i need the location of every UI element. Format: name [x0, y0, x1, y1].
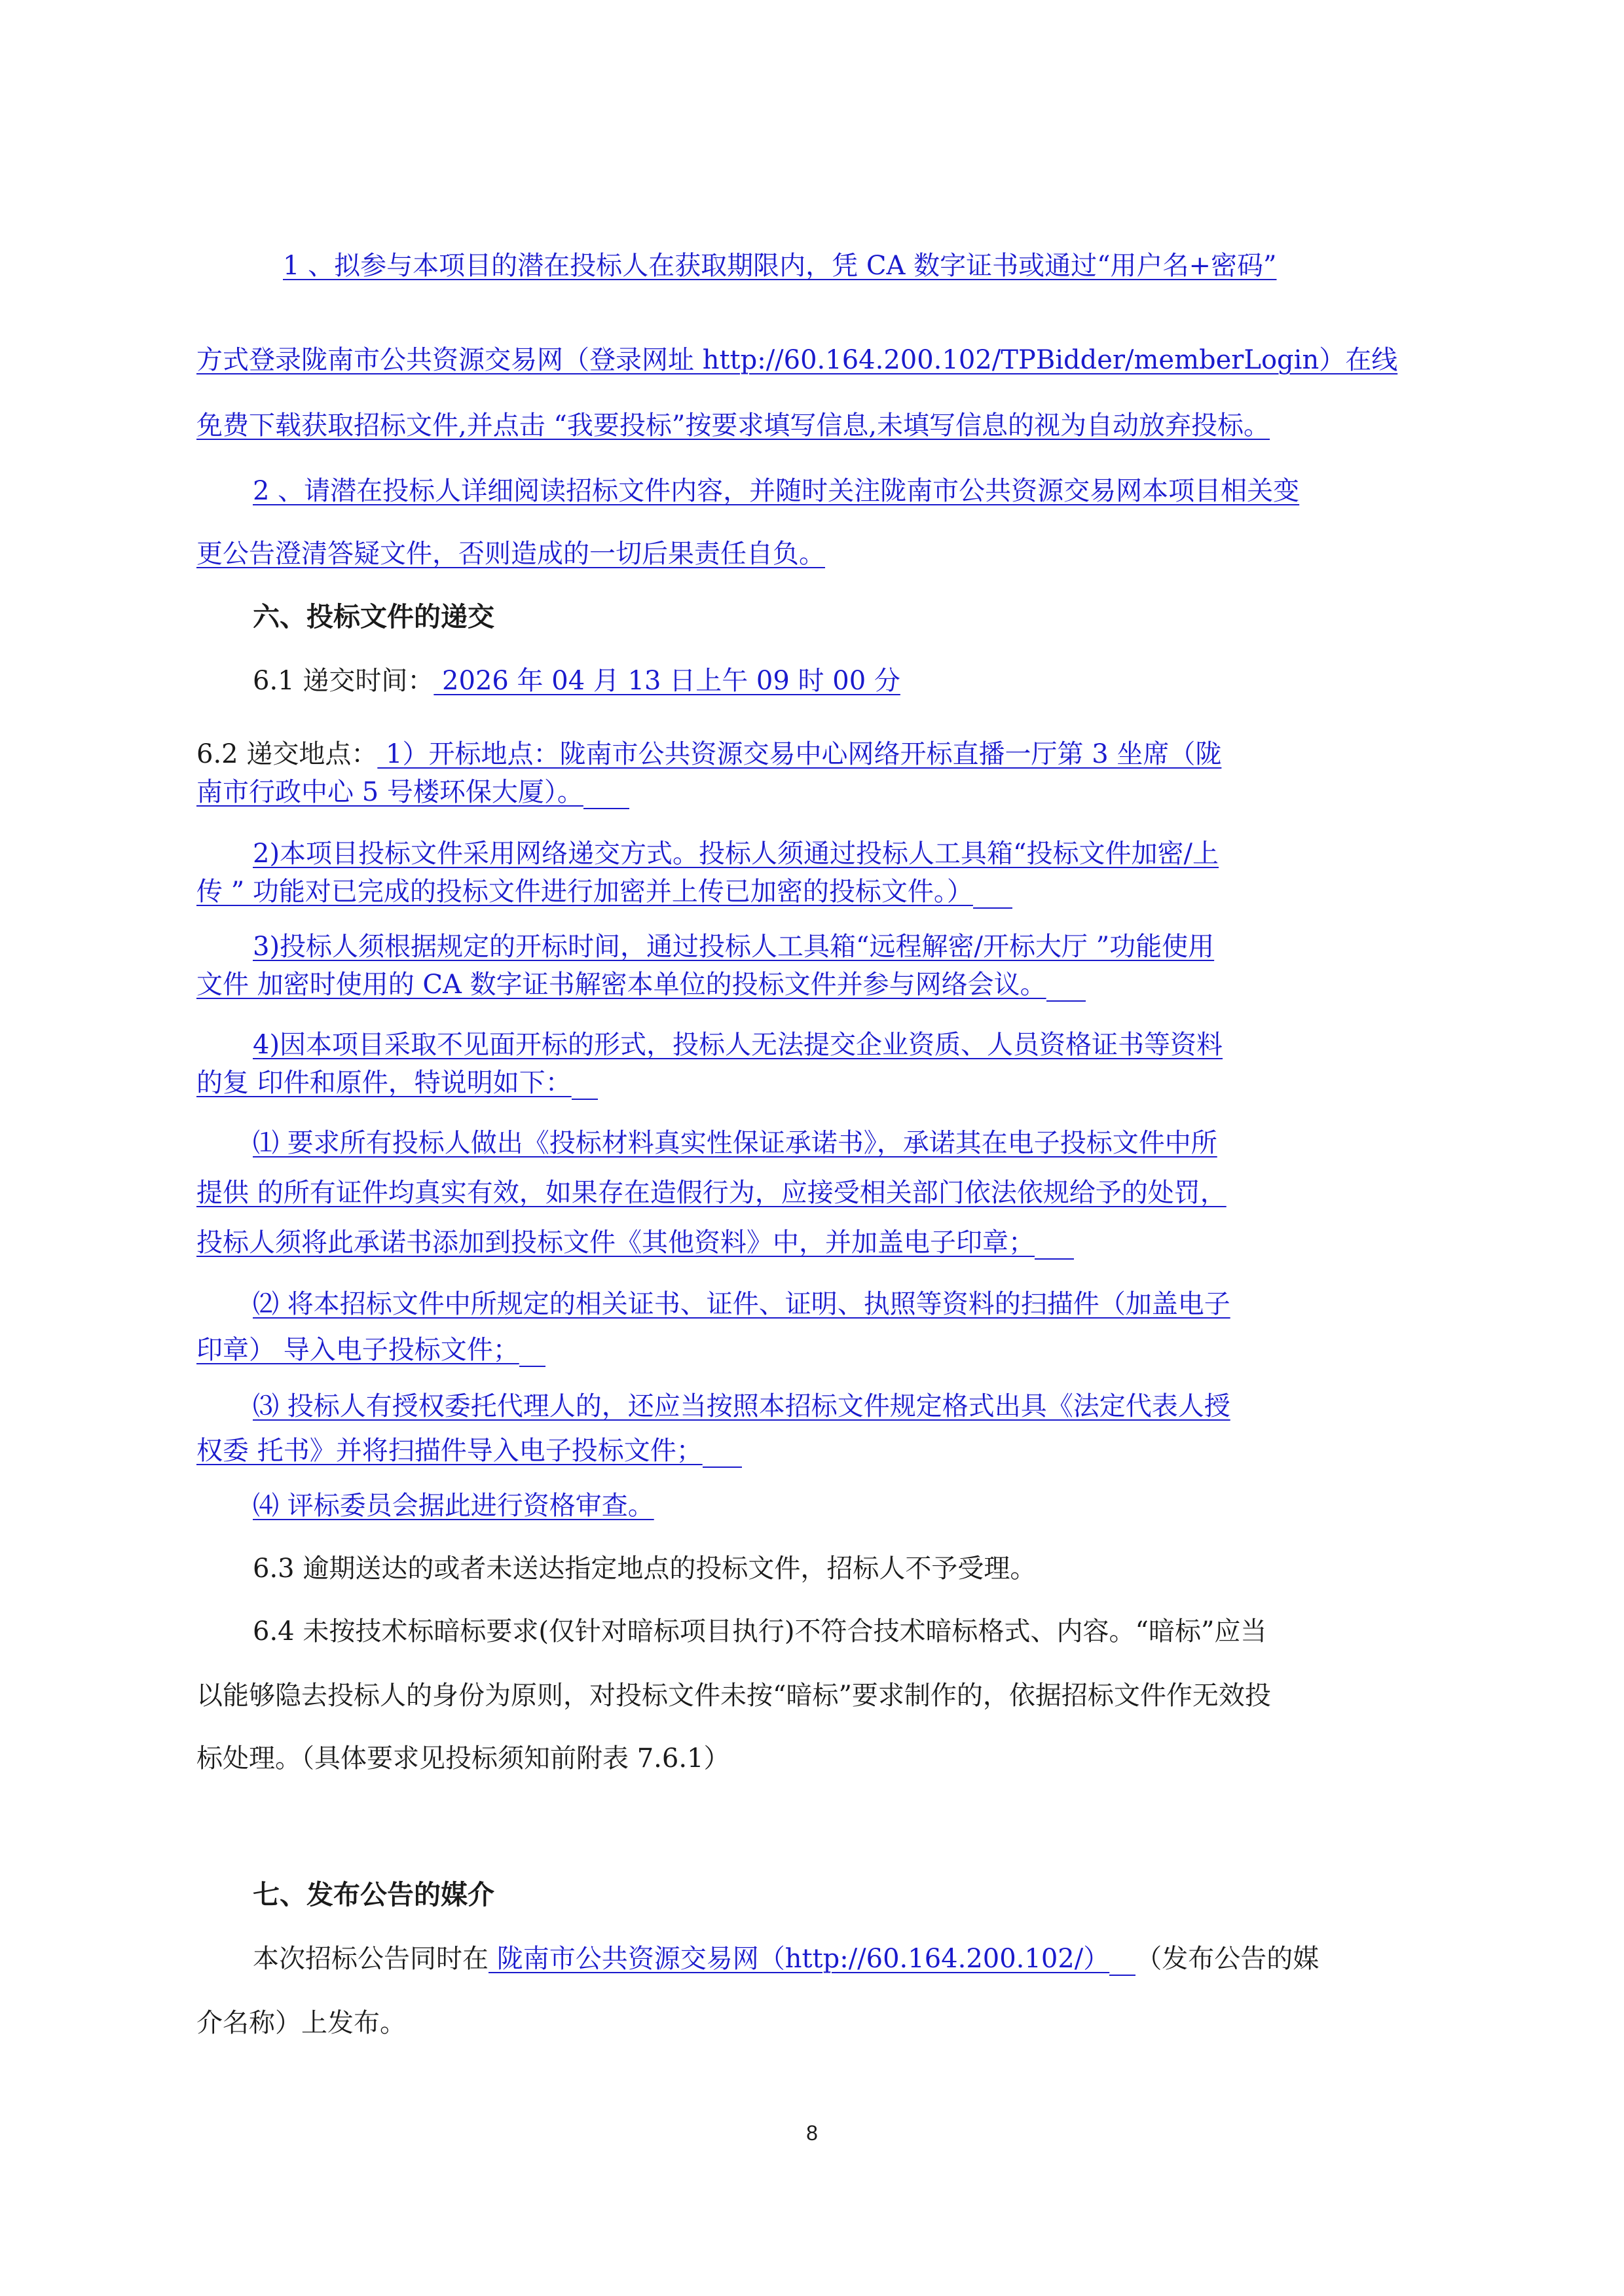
underline-fill [1109, 1946, 1135, 1976]
para1-line1[interactable]: 1 、拟参与本项目的潜在投标人在获取期限内，凭 CA 数字证书或通过“用户名+密码” [283, 251, 1277, 281]
underline-fill [973, 879, 1012, 909]
item4-line1: 4)因本项目采取不见面开标的形式，投标人无法提交企业资质、人员资格证书等资料 [253, 1030, 1223, 1060]
sub1-line1: ⑴ 要求所有投标人做出《投标材料真实性保证承诺书》，承诺其在电子投标文件中所 [253, 1128, 1217, 1158]
media-line1 [253, 1942, 1319, 1976]
clause-6-4-line3: 标处理。（具体要求见投标须知前附表 7.6.1） [196, 1743, 730, 1774]
item4-line2: 的复 印件和原件，特说明如下： [196, 1068, 572, 1098]
para1-line3[interactable]: 免费下载获取招标文件,并点击 “我要投标”按要求填写信息,未填写信息的视为自动放弃投标。 [196, 410, 1270, 441]
submission-place-value-line2: 南市行政中心 5 号楼环保大厦）。 [196, 777, 583, 807]
underline-fill [572, 1070, 598, 1100]
sub1-line2: 提供 的所有证件均真实有效，如果存在造假行为，应接受相关部门依法依规给予的处罚， [196, 1178, 1227, 1208]
clause-6-4-line2: 以能够隐去投标人的身份为原则，对投标文件未按“暗标”要求制作的，依据招标文件作无效投 [196, 1681, 1271, 1711]
media-prefix: 本次招标公告同时在 [253, 1944, 489, 1974]
media-line2: 介名称）上发布。 [196, 2008, 406, 2038]
clause-6-4-line1: 6.4 未按技术标暗标要求(仅针对暗标项目执行)不符合技术暗标格式、内容。“暗标”应当 [253, 1616, 1267, 1647]
submission-time-value: 2026 年 04 月 13 日上午 09 时 00 分 [434, 666, 900, 696]
section-6-heading: 六、投标文件的递交 [253, 601, 494, 632]
sub2-line1: ⑵ 将本招标文件中所规定的相关证书、证件、证明、执照等资料的扫描件（加盖电子 [253, 1289, 1230, 1319]
underline-fill [583, 779, 629, 809]
sub2-row2 [196, 1333, 545, 1367]
underline-fill [1046, 972, 1086, 1002]
clause-6-3: 6.3 逾期送达的或者未送达指定地点的投标文件，招标人不予受理。 [253, 1554, 1037, 1584]
submission-time-label: 6.1 递交时间： [253, 666, 434, 696]
submission-place-value-line1: 1）开标地点：陇南市公共资源交易中心网络开标直播一厅第 3 坐席（陇 [377, 739, 1222, 769]
sub1-row3 [196, 1226, 1074, 1260]
submission-place-row [196, 737, 1221, 771]
item3-line2: 文件 加密时使用的 CA 数字证书解密本单位的投标文件并参与网络会议。 [196, 970, 1046, 1000]
para1-line2-login-link[interactable]: 方式登录陇南市公共资源交易网（登录网址 http://60.164.200.102/TPBidder/memberLogin）在线 [196, 345, 1398, 375]
item2-line1: 2)本项目投标文件采用网络递交方式。投标人须通过投标人工具箱“投标文件加密/上 [253, 839, 1219, 869]
underline-fill [1035, 1230, 1074, 1260]
section-7-heading: 七、发布公告的媒介 [253, 1879, 494, 1910]
sub1-line3: 投标人须将此承诺书添加到投标文件《其他资料》中，并加盖电子印章； [196, 1228, 1035, 1258]
media-suffix: （发布公告的媒 [1135, 1944, 1320, 1974]
sub2-line2: 印章） 导入电子投标文件； [196, 1335, 519, 1365]
underline-fill [519, 1337, 545, 1367]
item4-row2 [196, 1066, 598, 1100]
sub3-line1: ⑶ 投标人有授权委托代理人的，还应当按照本招标文件规定格式出具《法定代表人授 [253, 1391, 1230, 1421]
item3-row2 [196, 968, 1086, 1002]
media-website-link[interactable]: 陇南市公共资源交易网（http://60.164.200.102/） [489, 1944, 1110, 1974]
item2-line2: 传 ” 功能对已完成的投标文件进行加密并上传已加密的投标文件。） [196, 877, 973, 907]
para2-line1[interactable]: 2 、请潜在投标人详细阅读招标文件内容，并随时关注陇南市公共资源交易网本项目相关变 [253, 476, 1300, 506]
submission-place-label: 6.2 递交地点： [196, 739, 378, 769]
submission-time-row [253, 664, 900, 698]
sub3-line2: 权委 托书》并将扫描件导入电子投标文件； [196, 1436, 703, 1466]
item2-row2 [196, 875, 1012, 909]
underline-fill [703, 1438, 742, 1468]
sub4-line1: ⑷ 评标委员会据此进行资格审查。 [253, 1491, 654, 1521]
page-number: 8 [806, 2121, 818, 2145]
para2-line2[interactable]: 更公告澄清答疑文件，否则造成的一切后果责任自负。 [196, 539, 825, 569]
submission-place-row2 [196, 775, 629, 809]
sub3-row2 [196, 1434, 742, 1468]
item3-line1: 3)投标人须根据规定的开标时间，通过投标人工具箱“远程解密/开标大厅 ”功能使用 [253, 932, 1215, 962]
